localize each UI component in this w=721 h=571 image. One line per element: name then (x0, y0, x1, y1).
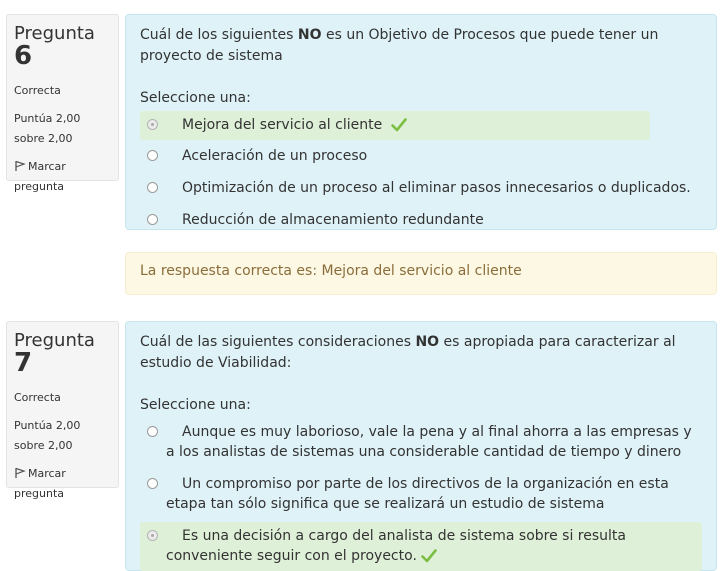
question-grade: Puntúa 2,00 sobre 2,00 (14, 112, 81, 145)
radio-button[interactable] (147, 426, 158, 437)
option-label: Es una decisión a cargo del analista de sistema sobre si resulta conveniente seguir con el proyecto. (166, 528, 626, 564)
question-label: Pregunta (14, 330, 95, 351)
answer-option[interactable] (140, 418, 702, 467)
answer-option[interactable] (140, 206, 702, 235)
question-6-content (125, 14, 717, 230)
flag-question-button[interactable] (14, 464, 111, 504)
answer-prompt: Seleccione una: (140, 397, 251, 413)
answer-option[interactable] (140, 142, 702, 171)
check-icon (421, 549, 437, 563)
question-state: Correcta (14, 84, 61, 97)
radio-button[interactable] (147, 530, 158, 541)
answer-options (140, 418, 702, 571)
question-number: 6 (14, 41, 33, 71)
answer-options (140, 111, 702, 235)
question-6-info (6, 14, 119, 193)
question-number: 7 (14, 348, 33, 378)
correct-answer-feedback: La respuesta correcta es: Mejora del servicio al cliente (125, 252, 717, 295)
question-label: Pregunta (14, 23, 95, 44)
option-label: Optimización de un proceso al eliminar pasos innecesarios o duplicados. (182, 180, 691, 196)
flag-label: Marcar pregunta (14, 160, 66, 193)
question-text: Cuál de los siguientes NO es un Objetivo de Procesos que puede tener un proyecto de sistema (140, 27, 659, 64)
option-label: Aunque es muy laborioso, vale la pena y al final ahorra a las empresas y a los analistas de sistemas una considerable cantidad de tiempo y dinero (166, 424, 692, 460)
option-label: Reducción de almacenamiento redundante (182, 212, 484, 228)
radio-button[interactable] (147, 150, 158, 161)
question-7-info (6, 321, 119, 500)
answer-prompt: Seleccione una: (140, 90, 251, 106)
question-7-content (125, 321, 717, 571)
answer-option[interactable] (140, 174, 702, 203)
radio-button[interactable] (147, 182, 158, 193)
question-text: Cuál de las siguientes consideraciones NO es apropiada para caracterizar al estudio de Viabilidad: (140, 334, 676, 371)
answer-option[interactable] (140, 111, 650, 140)
option-label: Un compromiso por parte de los directivos de la organización en esta etapa tan sólo significa que se realizará un estudio de sistema (166, 476, 669, 512)
flag-icon (14, 467, 26, 479)
flag-label: Marcar pregunta (14, 467, 66, 500)
option-label: Mejora del servicio al cliente (182, 117, 383, 133)
radio-button[interactable] (147, 214, 158, 225)
check-icon (391, 118, 407, 132)
radio-button[interactable] (147, 119, 158, 130)
answer-option[interactable] (140, 470, 702, 519)
flag-question-button[interactable] (14, 157, 111, 197)
question-6-heading (14, 25, 111, 69)
answer-option[interactable] (140, 522, 702, 571)
question-state: Correcta (14, 391, 61, 404)
question-7-heading (14, 332, 111, 376)
question-grade: Puntúa 2,00 sobre 2,00 (14, 419, 81, 452)
flag-icon (14, 160, 26, 172)
option-label: Aceleración de un proceso (182, 148, 368, 164)
radio-button[interactable] (147, 478, 158, 489)
